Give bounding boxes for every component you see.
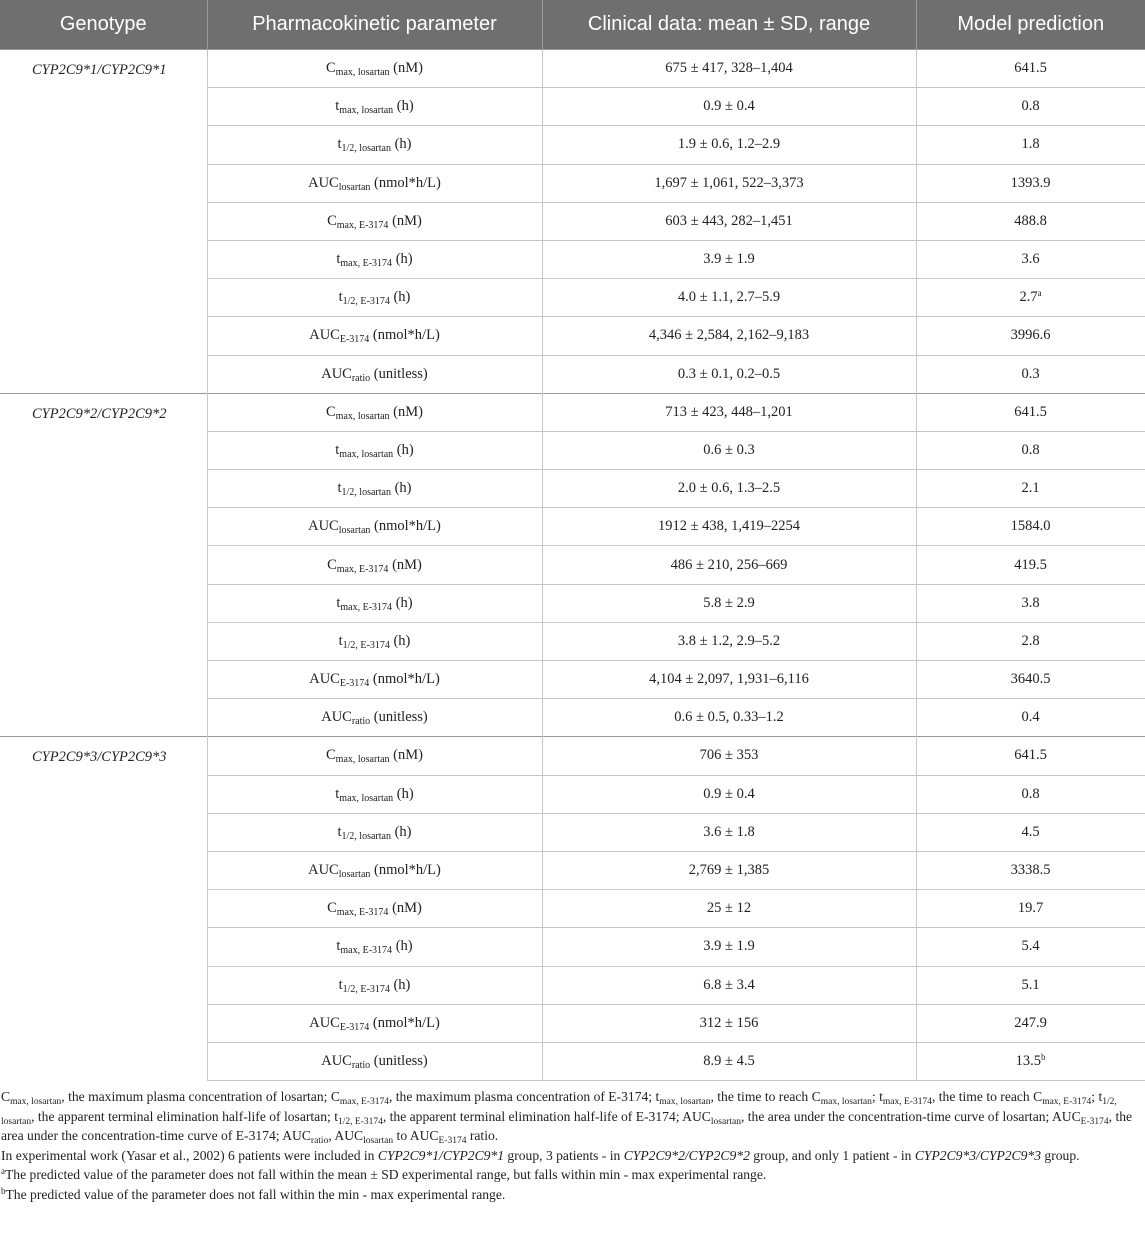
model-prediction-cell <box>916 890 1145 928</box>
footnote-text-segment: AUC <box>409 1128 439 1144</box>
parameter-unit: (nmol*h/L) <box>374 862 441 879</box>
parameter-cell <box>207 890 542 928</box>
parameter-cell <box>207 546 542 584</box>
model-prediction-cell <box>916 164 1145 202</box>
footnote-text-segment: 1/2, losartan <box>1 1097 1117 1127</box>
table-footnotes <box>0 1081 1145 1205</box>
parameter-symbol: t <box>336 938 341 955</box>
clinical-data-cell: 312 ± 156 <box>542 1004 916 1042</box>
table-header-row <box>0 0 1145 50</box>
footnote-marker: a <box>1037 288 1042 299</box>
parameter-symbol: AUC <box>321 709 352 726</box>
model-prediction-cell <box>916 279 1145 317</box>
parameter-subscript: max, E-3174 <box>340 258 393 270</box>
model-value: 2.1 <box>1021 480 1040 497</box>
parameter-unit: (nM) <box>392 556 422 573</box>
footnote-text-segment: , the apparent terminal elimination half-life of E-3174; <box>382 1108 683 1124</box>
model-prediction-cell <box>916 431 1145 469</box>
parameter-unit: (nM) <box>393 60 423 77</box>
clinical-data-cell: 0.6 ± 0.5, 0.33–1.2 <box>542 699 916 737</box>
model-prediction-cell <box>916 546 1145 584</box>
parameter-unit: (nM) <box>392 212 422 229</box>
clinical-data-cell: 4,104 ± 2,097, 1,931–6,116 <box>542 661 916 699</box>
parameter-cell <box>207 966 542 1004</box>
parameter-unit: (h) <box>393 289 411 306</box>
parameter-unit: (unitless) <box>373 1052 428 1069</box>
model-prediction-cell <box>916 737 1145 775</box>
footnote-text-segment: losartan <box>710 1116 741 1127</box>
parameter-unit: (unitless) <box>373 709 428 726</box>
footnote-text-segment: , the apparent terminal elimination half-life of losartan; <box>31 1108 335 1124</box>
footnote-text-segment: C <box>1 1089 11 1105</box>
model-prediction-cell <box>916 470 1145 508</box>
clinical-data-cell: 3.9 ± 1.9 <box>542 240 916 278</box>
parameter-symbol: t <box>335 441 340 458</box>
parameter-unit: (h) <box>396 441 414 458</box>
parameter-symbol: C <box>327 212 337 229</box>
parameter-subscript: losartan <box>338 181 371 193</box>
parameter-cell <box>207 813 542 851</box>
table-row <box>0 50 1145 88</box>
model-prediction-cell <box>916 775 1145 813</box>
footnote-text-segment: In experimental work (Yasar et al., 2002) 6 patients were included in <box>1 1147 378 1163</box>
parameter-unit: (nM) <box>393 747 423 764</box>
parameter-subscript: losartan <box>338 525 371 537</box>
parameter-subscript: max, E-3174 <box>336 219 389 231</box>
footnote-marker: b <box>1040 1051 1046 1062</box>
parameter-symbol: AUC <box>309 1014 340 1031</box>
model-value: 0.4 <box>1021 709 1040 726</box>
clinical-data-cell: 713 ± 423, 448–1,201 <box>542 393 916 431</box>
clinical-data-cell: 0.3 ± 0.1, 0.2–0.5 <box>542 355 916 393</box>
footnote-text-segment: max, losartan <box>10 1097 62 1108</box>
parameter-cell <box>207 164 542 202</box>
parameter-subscript: max, losartan <box>339 448 394 460</box>
parameter-cell <box>207 699 542 737</box>
parameter-unit: (nmol*h/L) <box>372 327 440 344</box>
genotype-cell: CYP2C9*3/CYP2C9*3 <box>0 737 207 1081</box>
parameter-unit: (h) <box>394 823 412 840</box>
footnote-text-segment: group, 3 patients - in <box>504 1147 624 1163</box>
model-value: 3640.5 <box>1010 671 1051 688</box>
model-prediction-cell <box>916 966 1145 1004</box>
parameter-cell <box>207 661 542 699</box>
parameter-cell <box>207 775 542 813</box>
footnote-text-segment: group, and only 1 patient - in <box>749 1147 915 1163</box>
parameter-unit: (h) <box>396 98 414 115</box>
parameter-unit: (h) <box>394 136 412 153</box>
model-prediction-cell <box>916 50 1145 88</box>
parameter-symbol: AUC <box>309 671 340 688</box>
footnote-text-segment: , the time to reach <box>710 1089 812 1105</box>
model-value: 1.8 <box>1021 136 1040 153</box>
model-value: 3.6 <box>1021 251 1040 268</box>
model-prediction-cell <box>916 88 1145 126</box>
parameter-subscript: max, E-3174 <box>340 601 393 613</box>
parameter-unit: (nmol*h/L) <box>374 518 441 535</box>
model-value: 3338.5 <box>1010 862 1051 879</box>
parameter-unit: (nmol*h/L) <box>372 671 440 688</box>
parameter-symbol: t <box>338 632 343 649</box>
parameter-cell <box>207 851 542 889</box>
parameter-unit: (nM) <box>393 403 423 420</box>
footnote-text-segment: , <box>328 1128 335 1144</box>
parameter-unit: (h) <box>393 632 411 649</box>
clinical-data-cell: 1912 ± 438, 1,419–2254 <box>542 508 916 546</box>
parameter-cell <box>207 1004 542 1042</box>
parameter-cell <box>207 240 542 278</box>
clinical-data-cell: 8.9 ± 4.5 <box>542 1042 916 1080</box>
header-model-prediction: Model prediction <box>916 0 1145 50</box>
clinical-data-cell: 25 ± 12 <box>542 890 916 928</box>
clinical-data-cell: 2.0 ± 0.6, 1.3–2.5 <box>542 470 916 508</box>
parameter-unit: (h) <box>393 976 411 993</box>
footnote-text-segment: The predicted value of the parameter does not fall within the mean ± SD experimental range, but falls within min - max experimental range. <box>5 1167 767 1183</box>
model-prediction-cell <box>916 584 1145 622</box>
footnote-text-segment: The predicted value of the parameter does not fall within the min - max experimental range. <box>5 1187 506 1203</box>
footnote-text-segment: C <box>1033 1089 1043 1105</box>
footnote-text-segment: , the time to reach <box>931 1089 1034 1105</box>
parameter-cell <box>207 317 542 355</box>
parameter-symbol: C <box>326 403 336 420</box>
parameter-symbol: t <box>336 251 341 268</box>
parameter-subscript: max, E-3174 <box>336 563 389 575</box>
footnote-text-segment: , the area under the concentration-time curve of E-3174; <box>1 1108 1133 1144</box>
model-value: 2.7 <box>1019 289 1038 306</box>
footnote-text-segment: max, losartan <box>820 1097 872 1108</box>
model-prediction-cell <box>916 240 1145 278</box>
parameter-subscript: 1/2, losartan <box>341 830 391 842</box>
table-row <box>0 737 1145 775</box>
model-prediction-cell <box>916 813 1145 851</box>
footnote-text-segment: ratio <box>310 1136 329 1147</box>
parameter-symbol: AUC <box>309 327 340 344</box>
footnote-text-segment: CYP2C9*3/CYP2C9*3 <box>914 1147 1042 1163</box>
clinical-data-cell: 0.6 ± 0.3 <box>542 431 916 469</box>
clinical-data-cell: 2,769 ± 1,385 <box>542 851 916 889</box>
parameter-unit: (unitless) <box>373 365 428 382</box>
parameter-symbol: t <box>337 136 342 153</box>
model-prediction-cell <box>916 851 1145 889</box>
parameter-symbol: t <box>336 594 341 611</box>
footnote-text-segment: C <box>330 1089 340 1105</box>
parameter-unit: (h) <box>395 594 413 611</box>
footnote-text-segment: C <box>811 1089 821 1105</box>
clinical-data-cell: 486 ± 210, 256–669 <box>542 546 916 584</box>
model-prediction-cell <box>916 355 1145 393</box>
parameter-cell <box>207 393 542 431</box>
model-value: 5.1 <box>1021 976 1040 993</box>
model-prediction-cell <box>916 661 1145 699</box>
footnote-text-segment: max, E-3174 <box>1042 1097 1092 1108</box>
experimental-note <box>1 1146 1145 1166</box>
parameter-subscript: E-3174 <box>339 1021 370 1033</box>
parameter-symbol: t <box>335 785 340 802</box>
parameter-symbol: C <box>327 900 337 917</box>
parameter-symbol: AUC <box>321 1052 352 1069</box>
parameter-symbol: t <box>338 289 343 306</box>
parameter-subscript: 1/2, losartan <box>341 143 391 155</box>
parameter-unit: (h) <box>395 251 413 268</box>
footnote-text-segment: losartan <box>363 1136 394 1147</box>
parameter-symbol: AUC <box>308 518 339 535</box>
parameter-cell <box>207 126 542 164</box>
model-value: 488.8 <box>1014 212 1047 229</box>
clinical-data-cell: 603 ± 443, 282–1,451 <box>542 202 916 240</box>
parameter-cell <box>207 88 542 126</box>
footnote-text-segment: ; <box>871 1089 880 1105</box>
parameter-subscript: losartan <box>338 869 371 881</box>
footnote-text-segment: t <box>1098 1089 1103 1105</box>
clinical-data-cell: 1.9 ± 0.6, 1.2–2.9 <box>542 126 916 164</box>
model-value: 641.5 <box>1014 60 1047 77</box>
header-clinical-data: Clinical data: mean ± SD, range <box>542 0 916 50</box>
parameter-unit: (nmol*h/L) <box>372 1014 440 1031</box>
clinical-data-cell: 0.9 ± 0.4 <box>542 775 916 813</box>
parameter-cell <box>207 431 542 469</box>
genotype-cell: CYP2C9*1/CYP2C9*1 <box>0 50 207 394</box>
parameter-cell <box>207 50 542 88</box>
model-value: 641.5 <box>1014 747 1047 764</box>
model-value: 19.7 <box>1017 900 1044 917</box>
model-value: 0.8 <box>1021 785 1040 802</box>
parameter-symbol: t <box>338 976 343 993</box>
parameter-subscript: max, losartan <box>335 410 390 422</box>
clinical-data-cell: 0.9 ± 0.4 <box>542 88 916 126</box>
parameter-subscript: max, losartan <box>339 105 394 117</box>
parameter-cell <box>207 279 542 317</box>
clinical-data-cell: 706 ± 353 <box>542 737 916 775</box>
footnote-text-segment: , the maximum plasma concentration of losartan; <box>61 1089 331 1105</box>
parameter-subscript: 1/2, losartan <box>341 487 391 499</box>
clinical-data-cell: 4,346 ± 2,584, 2,162–9,183 <box>542 317 916 355</box>
parameter-unit: (h) <box>394 480 412 497</box>
clinical-data-cell: 6.8 ± 3.4 <box>542 966 916 1004</box>
model-value: 1584.0 <box>1010 518 1051 535</box>
model-prediction-cell <box>916 393 1145 431</box>
footnote-text-segment: , the area under the concentration-time curve of losartan; <box>740 1108 1052 1124</box>
table-body <box>0 50 1145 1081</box>
footnote-text-segment: group. <box>1041 1147 1080 1163</box>
footnote-text-segment: E-3174 <box>438 1136 467 1147</box>
parameter-subscript: 1/2, E-3174 <box>342 639 390 651</box>
parameter-subscript: max, E-3174 <box>336 907 389 919</box>
parameter-subscript: max, losartan <box>335 754 390 766</box>
parameter-unit: (nM) <box>392 900 422 917</box>
footnote-text-segment: ratio. <box>466 1128 499 1144</box>
footnote-a <box>1 1165 1145 1185</box>
parameter-cell <box>207 928 542 966</box>
genotype-cell: CYP2C9*2/CYP2C9*2 <box>0 393 207 737</box>
footnote-text-segment: a <box>1 1166 5 1177</box>
model-value: 0.8 <box>1021 98 1040 115</box>
model-value: 3996.6 <box>1010 327 1051 344</box>
footnote-text-segment: CYP2C9*1/CYP2C9*1 <box>377 1147 505 1163</box>
footnote-text-segment: max, E-3174 <box>339 1097 389 1108</box>
parameter-cell <box>207 355 542 393</box>
parameter-subscript: E-3174 <box>339 678 370 690</box>
clinical-data-cell: 3.8 ± 1.2, 2.9–5.2 <box>542 622 916 660</box>
parameter-cell <box>207 584 542 622</box>
model-value: 0.3 <box>1021 365 1040 382</box>
footnote-text-segment: AUC <box>1051 1108 1081 1124</box>
parameter-unit: (h) <box>396 785 414 802</box>
model-prediction-cell <box>916 1004 1145 1042</box>
model-value: 247.9 <box>1014 1014 1047 1031</box>
parameter-symbol: C <box>326 60 336 77</box>
footnote-text-segment: t <box>334 1108 338 1124</box>
footnote-text-segment: ; <box>1091 1089 1099 1105</box>
clinical-data-cell: 3.9 ± 1.9 <box>542 928 916 966</box>
parameter-subscript: max, losartan <box>335 67 390 79</box>
footnote-text-segment: E-3174 <box>1080 1116 1109 1127</box>
footnote-text-segment: t <box>655 1089 660 1105</box>
parameter-symbol: t <box>337 823 342 840</box>
model-prediction-cell <box>916 1042 1145 1080</box>
footnote-text-segment: AUC <box>282 1128 311 1144</box>
parameter-symbol: AUC <box>308 862 339 879</box>
parameter-subscript: ratio <box>351 1059 371 1071</box>
footnote-text-segment: , the maximum plasma concentration of E-3174; <box>388 1089 656 1105</box>
model-prediction-cell <box>916 317 1145 355</box>
model-prediction-cell <box>916 202 1145 240</box>
parameter-symbol: C <box>326 747 336 764</box>
footnote-text-segment: AUC <box>682 1108 711 1124</box>
parameter-symbol: AUC <box>308 174 339 191</box>
model-prediction-cell <box>916 699 1145 737</box>
footnote-b <box>1 1185 1145 1205</box>
parameter-symbol: t <box>335 98 340 115</box>
header-genotype: Genotype <box>0 0 207 50</box>
parameter-cell <box>207 470 542 508</box>
model-value: 5.4 <box>1021 938 1040 955</box>
model-value: 1393.9 <box>1010 174 1051 191</box>
clinical-data-cell: 4.0 ± 1.1, 2.7–5.9 <box>542 279 916 317</box>
model-prediction-cell <box>916 622 1145 660</box>
model-value: 2.8 <box>1021 632 1040 649</box>
model-value: 13.5 <box>1015 1052 1041 1069</box>
model-value: 3.8 <box>1021 594 1040 611</box>
abbreviations-note <box>1 1087 1145 1146</box>
parameter-symbol: t <box>337 480 342 497</box>
model-prediction-cell <box>916 508 1145 546</box>
footnote-text-segment: t <box>879 1089 883 1105</box>
parameter-cell <box>207 622 542 660</box>
footnote-text-segment: max, E-3174 <box>882 1097 932 1108</box>
model-value: 419.5 <box>1014 556 1047 573</box>
parameter-cell <box>207 508 542 546</box>
parameter-unit: (h) <box>395 938 413 955</box>
model-value: 641.5 <box>1014 403 1047 420</box>
parameter-cell <box>207 1042 542 1080</box>
parameter-symbol: AUC <box>321 365 352 382</box>
footnote-text-segment: to <box>393 1128 410 1144</box>
parameter-subscript: ratio <box>351 716 371 728</box>
footnote-text-segment: max, losartan <box>659 1097 711 1108</box>
clinical-data-cell: 1,697 ± 1,061, 522–3,373 <box>542 164 916 202</box>
parameter-symbol: C <box>327 556 337 573</box>
footnote-text-segment: CYP2C9*2/CYP2C9*2 <box>623 1147 750 1163</box>
parameter-subscript: 1/2, E-3174 <box>342 983 390 995</box>
parameter-cell <box>207 202 542 240</box>
parameter-unit: (nmol*h/L) <box>374 174 441 191</box>
clinical-data-cell: 675 ± 417, 328–1,404 <box>542 50 916 88</box>
parameter-cell <box>207 737 542 775</box>
clinical-data-cell: 5.8 ± 2.9 <box>542 584 916 622</box>
parameter-subscript: ratio <box>351 372 371 384</box>
model-prediction-cell <box>916 928 1145 966</box>
model-value: 0.8 <box>1021 441 1040 458</box>
footnote-text-segment: 1/2, E-3174 <box>337 1116 383 1127</box>
footnote-text-segment: AUC <box>334 1128 364 1144</box>
model-value: 4.5 <box>1021 823 1040 840</box>
model-prediction-cell <box>916 126 1145 164</box>
parameter-subscript: max, losartan <box>339 792 394 804</box>
header-pk-parameter: Pharmacokinetic parameter <box>207 0 542 50</box>
parameter-subscript: max, E-3174 <box>340 945 393 957</box>
parameter-subscript: 1/2, E-3174 <box>342 296 390 308</box>
table-row <box>0 393 1145 431</box>
parameter-subscript: E-3174 <box>339 334 370 346</box>
footnote-text-segment: b <box>1 1186 6 1197</box>
clinical-data-cell: 3.6 ± 1.8 <box>542 813 916 851</box>
